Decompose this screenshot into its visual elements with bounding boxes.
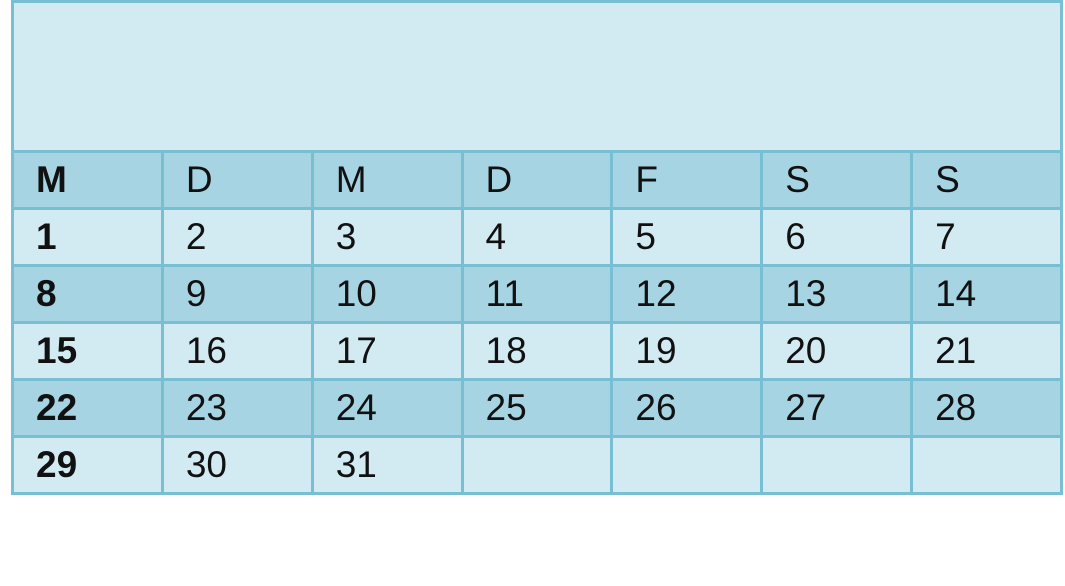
empty-day-cell [612,437,762,494]
weekday-header-thursday: D [462,152,612,209]
day-cell: 2 [162,209,312,266]
day-cell: 12 [612,266,762,323]
weekday-header-sunday: S [912,152,1062,209]
empty-day-cell [912,437,1062,494]
weekday-header-wednesday: M [312,152,462,209]
weekday-header-monday: M [13,152,163,209]
day-cell: 29 [13,437,163,494]
day-cell: 20 [762,323,912,380]
weekday-header-row [13,152,1062,209]
day-cell: 17 [312,323,462,380]
day-cell: 15 [13,323,163,380]
week-row-5 [13,437,1062,494]
day-cell: 13 [762,266,912,323]
week-row-3 [13,323,1062,380]
day-cell: 23 [162,380,312,437]
week-row-4 [13,380,1062,437]
day-cell: 10 [312,266,462,323]
day-cell: 11 [462,266,612,323]
day-cell: 31 [312,437,462,494]
day-cell: 6 [762,209,912,266]
day-cell: 16 [162,323,312,380]
day-cell: 9 [162,266,312,323]
day-cell: 19 [612,323,762,380]
day-cell: 7 [912,209,1062,266]
day-cell: 3 [312,209,462,266]
calendar-title-band [13,2,1062,152]
day-cell: 4 [462,209,612,266]
day-cell: 14 [912,266,1062,323]
calendar-grid [11,0,1063,495]
day-cell: 22 [13,380,163,437]
weekday-header-tuesday: D [162,152,312,209]
day-cell: 1 [13,209,163,266]
day-cell: 25 [462,380,612,437]
day-cell: 18 [462,323,612,380]
day-cell: 28 [912,380,1062,437]
day-cell: 5 [612,209,762,266]
weekday-header-friday: F [612,152,762,209]
day-cell: 30 [162,437,312,494]
day-cell: 26 [612,380,762,437]
week-row-1 [13,209,1062,266]
empty-day-cell [462,437,612,494]
day-cell: 24 [312,380,462,437]
weekday-header-saturday: S [762,152,912,209]
week-row-2 [13,266,1062,323]
day-cell: 21 [912,323,1062,380]
day-cell: 8 [13,266,163,323]
title-row [13,2,1062,152]
day-cell: 27 [762,380,912,437]
empty-day-cell [762,437,912,494]
